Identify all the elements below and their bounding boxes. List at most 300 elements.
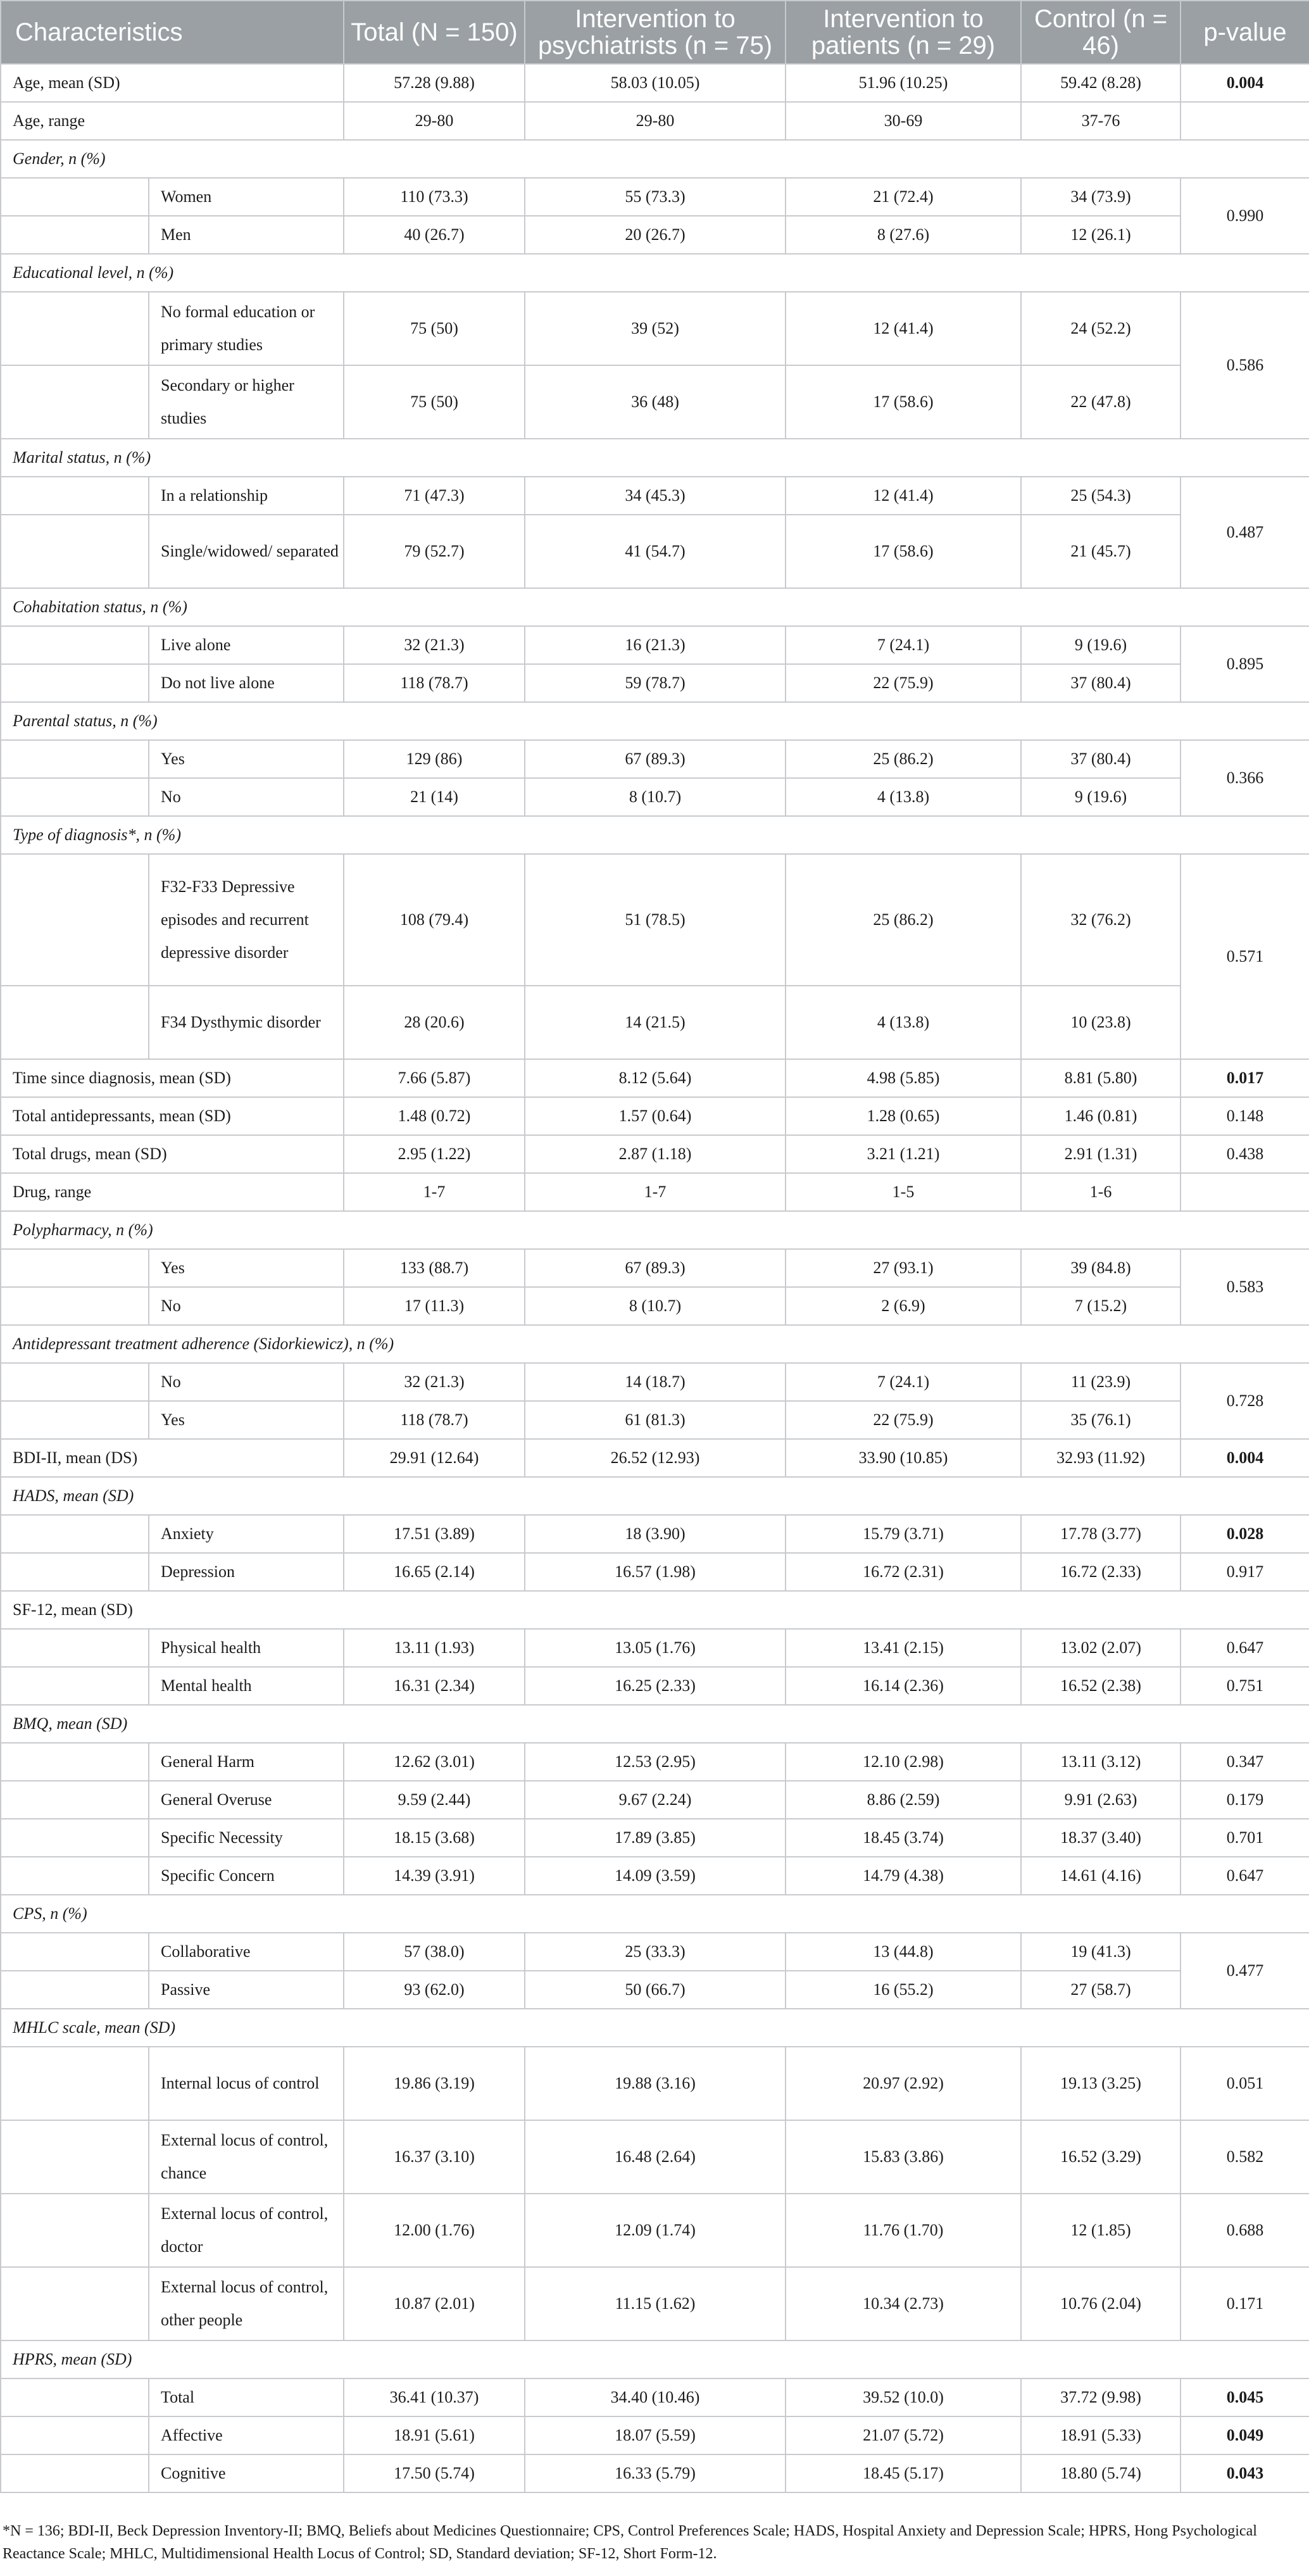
table-row — [1, 2267, 1309, 2340]
cell-total: 16.31 (2.34) — [344, 1667, 525, 1705]
cell-control: 16.72 (2.33) — [1021, 1553, 1181, 1591]
cell-control: 9 (19.6) — [1021, 778, 1181, 816]
cell-p-value — [1181, 1173, 1309, 1211]
row-label: Age, range — [1, 102, 344, 140]
table-header-row — [1, 1, 1309, 64]
indent-cell — [1, 986, 149, 1059]
section-row — [1, 1211, 1309, 1249]
indent-cell — [1, 477, 149, 515]
table-row — [1, 102, 1309, 140]
cell-intervention-patients: 14.79 (4.38) — [786, 1857, 1021, 1895]
cell-intervention-patients: 8 (27.6) — [786, 216, 1021, 254]
cell-total: 108 (79.4) — [344, 854, 525, 986]
section-label: BMQ, mean (SD) — [1, 1705, 1309, 1743]
header-control: Control (n = 46) — [1021, 1, 1181, 64]
cell-intervention-patients: 10.34 (2.73) — [786, 2267, 1021, 2340]
cell-intervention-psychiatrists: 14 (18.7) — [525, 1363, 786, 1401]
row-label: Total drugs, mean (SD) — [1, 1135, 344, 1173]
header-p-value: p-value — [1181, 1, 1309, 64]
cell-intervention-psychiatrists: 9.67 (2.24) — [525, 1781, 786, 1819]
cell-control: 25 (54.3) — [1021, 477, 1181, 515]
sub-row-label: Men — [149, 216, 344, 254]
cell-p-value: 0.179 — [1181, 1781, 1309, 1819]
cell-total: 57 (38.0) — [344, 1933, 525, 1971]
cell-control: 24 (52.2) — [1021, 292, 1181, 365]
cell-p-value: 0.366 — [1181, 740, 1309, 816]
cell-control: 7 (15.2) — [1021, 1287, 1181, 1325]
cell-control: 59.42 (8.28) — [1021, 64, 1181, 102]
indent-cell — [1, 778, 149, 816]
cell-intervention-patients: 16 (55.2) — [786, 1971, 1021, 2009]
section-row — [1, 1325, 1309, 1363]
section-label: HPRS, mean (SD) — [1, 2340, 1309, 2378]
cell-intervention-patients: 39.52 (10.0) — [786, 2378, 1021, 2416]
cell-intervention-psychiatrists: 51 (78.5) — [525, 854, 786, 986]
cell-p-value: 0.895 — [1181, 626, 1309, 702]
sub-row-label: Specific Necessity — [149, 1819, 344, 1857]
table-row — [1, 1933, 1309, 1971]
cell-intervention-psychiatrists: 1.57 (0.64) — [525, 1097, 786, 1135]
cell-total: 1-7 — [344, 1173, 525, 1211]
cell-intervention-psychiatrists: 8.12 (5.64) — [525, 1059, 786, 1097]
table-row — [1, 664, 1309, 702]
cell-control: 13.02 (2.07) — [1021, 1629, 1181, 1667]
sub-row-label: Yes — [149, 1401, 344, 1439]
cell-intervention-psychiatrists: 16.48 (2.64) — [525, 2120, 786, 2194]
cell-intervention-psychiatrists: 29-80 — [525, 102, 786, 140]
section-row — [1, 1477, 1309, 1515]
cell-total: 28 (20.6) — [344, 986, 525, 1059]
cell-control: 37 (80.4) — [1021, 740, 1181, 778]
cell-total: 18.91 (5.61) — [344, 2416, 525, 2454]
cell-control: 16.52 (3.29) — [1021, 2120, 1181, 2194]
cell-total: 71 (47.3) — [344, 477, 525, 515]
cell-p-value: 0.728 — [1181, 1363, 1309, 1439]
cell-control: 9 (19.6) — [1021, 626, 1181, 664]
cell-intervention-psychiatrists: 67 (89.3) — [525, 1249, 786, 1287]
section-label: Marital status, n (%) — [1, 439, 1309, 477]
indent-cell — [1, 292, 149, 365]
cell-intervention-psychiatrists: 18 (3.90) — [525, 1515, 786, 1553]
row-label: Drug, range — [1, 1173, 344, 1211]
sub-row-label: Specific Concern — [149, 1857, 344, 1895]
sub-row-label: External locus of control, chance — [149, 2120, 344, 2194]
section-row — [1, 2340, 1309, 2378]
indent-cell — [1, 1363, 149, 1401]
section-row — [1, 2009, 1309, 2047]
indent-cell — [1, 515, 149, 588]
cell-p-value: 0.438 — [1181, 1135, 1309, 1173]
section-label: SF-12, mean (SD) — [1, 1591, 1309, 1629]
section-row — [1, 439, 1309, 477]
table-row — [1, 1515, 1309, 1553]
cell-total: 133 (88.7) — [344, 1249, 525, 1287]
header-intervention-psychiatrists: Intervention to psychiatrists (n = 75) — [525, 1, 786, 64]
cell-control: 32 (76.2) — [1021, 854, 1181, 986]
indent-cell — [1, 1857, 149, 1895]
cell-control: 18.37 (3.40) — [1021, 1819, 1181, 1857]
cell-p-value: 0.647 — [1181, 1629, 1309, 1667]
sub-row-label: External locus of control, doctor — [149, 2194, 344, 2267]
cell-intervention-psychiatrists: 61 (81.3) — [525, 1401, 786, 1439]
cell-total: 18.15 (3.68) — [344, 1819, 525, 1857]
sub-row-label: Yes — [149, 740, 344, 778]
cell-control: 9.91 (2.63) — [1021, 1781, 1181, 1819]
cell-control: 21 (45.7) — [1021, 515, 1181, 588]
indent-cell — [1, 1971, 149, 2009]
table-row — [1, 515, 1309, 588]
indent-cell — [1, 2416, 149, 2454]
cell-total: 16.37 (3.10) — [344, 2120, 525, 2194]
row-label: BDI-II, mean (DS) — [1, 1439, 344, 1477]
cell-intervention-psychiatrists: 14.09 (3.59) — [525, 1857, 786, 1895]
cell-p-value: 0.917 — [1181, 1553, 1309, 1591]
sub-row-label: Do not live alone — [149, 664, 344, 702]
section-row — [1, 1895, 1309, 1933]
cell-control: 1.46 (0.81) — [1021, 1097, 1181, 1135]
cell-intervention-patients: 15.83 (3.86) — [786, 2120, 1021, 2194]
cell-p-value: 0.004 — [1181, 64, 1309, 102]
cell-intervention-patients: 21.07 (5.72) — [786, 2416, 1021, 2454]
indent-cell — [1, 1933, 149, 1971]
cell-total: 7.66 (5.87) — [344, 1059, 525, 1097]
cell-control: 12 (1.85) — [1021, 2194, 1181, 2267]
sub-row-label: Depression — [149, 1553, 344, 1591]
cell-intervention-patients: 25 (86.2) — [786, 854, 1021, 986]
indent-cell — [1, 2454, 149, 2492]
table-row — [1, 1173, 1309, 1211]
cell-control: 22 (47.8) — [1021, 365, 1181, 439]
cell-intervention-psychiatrists: 34 (45.3) — [525, 477, 786, 515]
cell-control: 35 (76.1) — [1021, 1401, 1181, 1439]
cell-control: 8.81 (5.80) — [1021, 1059, 1181, 1097]
section-label: Type of diagnosis*, n (%) — [1, 816, 1309, 854]
cell-intervention-patients: 33.90 (10.85) — [786, 1439, 1021, 1477]
cell-total: 14.39 (3.91) — [344, 1857, 525, 1895]
sub-row-label: Collaborative — [149, 1933, 344, 1971]
cell-intervention-psychiatrists: 16.57 (1.98) — [525, 1553, 786, 1591]
cell-intervention-patients: 17 (58.6) — [786, 515, 1021, 588]
cell-p-value: 0.990 — [1181, 178, 1309, 254]
cell-intervention-patients: 18.45 (5.17) — [786, 2454, 1021, 2492]
cell-intervention-patients: 2 (6.9) — [786, 1287, 1021, 1325]
cell-intervention-psychiatrists: 13.05 (1.76) — [525, 1629, 786, 1667]
cell-p-value: 0.688 — [1181, 2194, 1309, 2267]
sub-row-label: F34 Dysthymic disorder — [149, 986, 344, 1059]
cell-p-value — [1181, 102, 1309, 140]
indent-cell — [1, 2120, 149, 2194]
table-row — [1, 1401, 1309, 1439]
sub-row-label: Physical health — [149, 1629, 344, 1667]
indent-cell — [1, 2378, 149, 2416]
table-row — [1, 1135, 1309, 1173]
cell-intervention-psychiatrists: 19.88 (3.16) — [525, 2047, 786, 2120]
cell-intervention-patients: 1-5 — [786, 1173, 1021, 1211]
section-row — [1, 1591, 1309, 1629]
table-row — [1, 1819, 1309, 1857]
cell-p-value: 0.586 — [1181, 292, 1309, 439]
table-row — [1, 2416, 1309, 2454]
cell-intervention-patients: 1.28 (0.65) — [786, 1097, 1021, 1135]
cell-p-value: 0.051 — [1181, 2047, 1309, 2120]
cell-intervention-patients: 12 (41.4) — [786, 477, 1021, 515]
section-row — [1, 140, 1309, 178]
table-row — [1, 2454, 1309, 2492]
sub-row-label: Yes — [149, 1249, 344, 1287]
header-total: Total (N = 150) — [344, 1, 525, 64]
table-body — [1, 64, 1309, 2492]
indent-cell — [1, 1287, 149, 1325]
cell-control: 37-76 — [1021, 102, 1181, 140]
cell-intervention-psychiatrists: 1-7 — [525, 1173, 786, 1211]
cell-p-value: 0.148 — [1181, 1097, 1309, 1135]
cell-total: 19.86 (3.19) — [344, 2047, 525, 2120]
table-row — [1, 1439, 1309, 1477]
sub-row-label: Single/widowed/ separated — [149, 515, 344, 588]
cell-intervention-psychiatrists: 2.87 (1.18) — [525, 1135, 786, 1173]
cell-total: 110 (73.3) — [344, 178, 525, 216]
sub-row-label: General Overuse — [149, 1781, 344, 1819]
indent-cell — [1, 740, 149, 778]
cell-control: 39 (84.8) — [1021, 1249, 1181, 1287]
cell-intervention-patients: 15.79 (3.71) — [786, 1515, 1021, 1553]
table-row — [1, 1971, 1309, 2009]
cell-control: 10 (23.8) — [1021, 986, 1181, 1059]
cell-p-value: 0.017 — [1181, 1059, 1309, 1097]
cell-p-value: 0.647 — [1181, 1857, 1309, 1895]
cell-intervention-psychiatrists: 36 (48) — [525, 365, 786, 439]
table-row — [1, 2047, 1309, 2120]
row-label: Time since diagnosis, mean (SD) — [1, 1059, 344, 1097]
cell-intervention-patients: 21 (72.4) — [786, 178, 1021, 216]
cell-intervention-patients: 20.97 (2.92) — [786, 2047, 1021, 2120]
cell-intervention-patients: 18.45 (3.74) — [786, 1819, 1021, 1857]
indent-cell — [1, 1819, 149, 1857]
indent-cell — [1, 216, 149, 254]
cell-intervention-psychiatrists: 18.07 (5.59) — [525, 2416, 786, 2454]
indent-cell — [1, 1553, 149, 1591]
sub-row-label: Passive — [149, 1971, 344, 2009]
cell-p-value: 0.487 — [1181, 477, 1309, 588]
cell-intervention-psychiatrists: 16.33 (5.79) — [525, 2454, 786, 2492]
cell-intervention-psychiatrists: 25 (33.3) — [525, 1933, 786, 1971]
table-row — [1, 2194, 1309, 2267]
section-label: Parental status, n (%) — [1, 702, 1309, 740]
indent-cell — [1, 1781, 149, 1819]
indent-cell — [1, 1743, 149, 1781]
cell-intervention-psychiatrists: 8 (10.7) — [525, 1287, 786, 1325]
cell-control: 18.91 (5.33) — [1021, 2416, 1181, 2454]
section-row — [1, 816, 1309, 854]
cell-intervention-patients: 4 (13.8) — [786, 986, 1021, 1059]
cell-intervention-psychiatrists: 39 (52) — [525, 292, 786, 365]
cell-total: 29.91 (12.64) — [344, 1439, 525, 1477]
cell-total: 2.95 (1.22) — [344, 1135, 525, 1173]
table-row — [1, 1857, 1309, 1895]
section-label: Cohabitation status, n (%) — [1, 588, 1309, 626]
cell-total: 93 (62.0) — [344, 1971, 525, 2009]
section-row — [1, 254, 1309, 292]
row-label: Age, mean (SD) — [1, 64, 344, 102]
table-row — [1, 1249, 1309, 1287]
section-label: MHLC scale, mean (SD) — [1, 2009, 1309, 2047]
cell-p-value: 0.477 — [1181, 1933, 1309, 2009]
cell-intervention-psychiatrists: 14 (21.5) — [525, 986, 786, 1059]
section-row — [1, 1705, 1309, 1743]
cell-total: 16.65 (2.14) — [344, 1553, 525, 1591]
sub-row-label: Women — [149, 178, 344, 216]
sub-row-label: Affective — [149, 2416, 344, 2454]
cell-total: 75 (50) — [344, 292, 525, 365]
cell-intervention-patients: 27 (93.1) — [786, 1249, 1021, 1287]
cell-intervention-psychiatrists: 8 (10.7) — [525, 778, 786, 816]
table-row — [1, 1363, 1309, 1401]
indent-cell — [1, 1629, 149, 1667]
cell-intervention-psychiatrists: 11.15 (1.62) — [525, 2267, 786, 2340]
cell-p-value: 0.045 — [1181, 2378, 1309, 2416]
table-row — [1, 1097, 1309, 1135]
sub-row-label: Live alone — [149, 626, 344, 664]
cell-total: 79 (52.7) — [344, 515, 525, 588]
section-label: Educational level, n (%) — [1, 254, 1309, 292]
indent-cell — [1, 1515, 149, 1553]
table-row — [1, 64, 1309, 102]
sub-row-label: Mental health — [149, 1667, 344, 1705]
cell-total: 29-80 — [344, 102, 525, 140]
cell-control: 1-6 — [1021, 1173, 1181, 1211]
cell-control: 34 (73.9) — [1021, 178, 1181, 216]
cell-control: 16.52 (2.38) — [1021, 1667, 1181, 1705]
cell-intervention-psychiatrists: 34.40 (10.46) — [525, 2378, 786, 2416]
table-row — [1, 2378, 1309, 2416]
table-row — [1, 986, 1309, 1059]
indent-cell — [1, 2194, 149, 2267]
sub-row-label: Secondary or higher studies — [149, 365, 344, 439]
cell-intervention-patients: 22 (75.9) — [786, 664, 1021, 702]
indent-cell — [1, 2267, 149, 2340]
cell-intervention-psychiatrists: 12.53 (2.95) — [525, 1743, 786, 1781]
cell-total: 17.50 (5.74) — [344, 2454, 525, 2492]
indent-cell — [1, 2047, 149, 2120]
cell-intervention-patients: 12 (41.4) — [786, 292, 1021, 365]
cell-control: 17.78 (3.77) — [1021, 1515, 1181, 1553]
sub-row-label: F32-F33 Depressive episodes and recurrent depressive disorder — [149, 854, 344, 986]
cell-control: 19 (41.3) — [1021, 1933, 1181, 1971]
cell-total: 40 (26.7) — [344, 216, 525, 254]
table-row — [1, 626, 1309, 664]
cell-total: 32 (21.3) — [344, 1363, 525, 1401]
cell-total: 75 (50) — [344, 365, 525, 439]
cell-p-value: 0.571 — [1181, 854, 1309, 1059]
cell-intervention-patients: 4.98 (5.85) — [786, 1059, 1021, 1097]
cell-intervention-patients: 8.86 (2.59) — [786, 1781, 1021, 1819]
cell-total: 21 (14) — [344, 778, 525, 816]
table-row — [1, 854, 1309, 986]
indent-cell — [1, 1401, 149, 1439]
cell-p-value: 0.582 — [1181, 2120, 1309, 2194]
cell-total: 1.48 (0.72) — [344, 1097, 525, 1135]
cell-intervention-psychiatrists: 41 (54.7) — [525, 515, 786, 588]
cell-total: 57.28 (9.88) — [344, 64, 525, 102]
cell-intervention-psychiatrists: 16.25 (2.33) — [525, 1667, 786, 1705]
sub-row-label: Cognitive — [149, 2454, 344, 2492]
cell-total: 10.87 (2.01) — [344, 2267, 525, 2340]
cell-intervention-psychiatrists: 17.89 (3.85) — [525, 1819, 786, 1857]
table-row — [1, 1553, 1309, 1591]
cell-intervention-patients: 30-69 — [786, 102, 1021, 140]
cell-control: 10.76 (2.04) — [1021, 2267, 1181, 2340]
cell-p-value: 0.347 — [1181, 1743, 1309, 1781]
sub-row-label: External locus of control, other people — [149, 2267, 344, 2340]
cell-intervention-psychiatrists: 59 (78.7) — [525, 664, 786, 702]
cell-total: 17.51 (3.89) — [344, 1515, 525, 1553]
sub-row-label: No formal education or primary studies — [149, 292, 344, 365]
table-footnote: *N = 136; BDI-II, Beck Depression Inventory-II; BMQ, Beliefs about Medicines Questionnaire; CPS, Control Preferences Scale; HADS, Hospital Anxiety and Depression Scale; HPRS, Hong Psychological Reactance Scale; MHLC, Multidimensional Health Locus of Control; SD, Standard deviation; SF-12, Short Form-12. — [3, 2523, 1257, 2562]
cell-p-value: 0.004 — [1181, 1439, 1309, 1477]
cell-p-value: 0.701 — [1181, 1819, 1309, 1857]
cell-p-value: 0.043 — [1181, 2454, 1309, 2492]
cell-intervention-patients: 12.10 (2.98) — [786, 1743, 1021, 1781]
table-row — [1, 1781, 1309, 1819]
cell-p-value: 0.171 — [1181, 2267, 1309, 2340]
cell-control: 12 (26.1) — [1021, 216, 1181, 254]
section-label: Gender, n (%) — [1, 140, 1309, 178]
section-label: Polypharmacy, n (%) — [1, 1211, 1309, 1249]
cell-control: 37 (80.4) — [1021, 664, 1181, 702]
table-row — [1, 1287, 1309, 1325]
table-row — [1, 292, 1309, 365]
indent-cell — [1, 1249, 149, 1287]
cell-intervention-psychiatrists: 12.09 (1.74) — [525, 2194, 786, 2267]
cell-intervention-patients: 16.14 (2.36) — [786, 1667, 1021, 1705]
table-row — [1, 216, 1309, 254]
cell-control: 13.11 (3.12) — [1021, 1743, 1181, 1781]
cell-control: 14.61 (4.16) — [1021, 1857, 1181, 1895]
cell-total: 12.00 (1.76) — [344, 2194, 525, 2267]
table-row — [1, 740, 1309, 778]
sub-row-label: Total — [149, 2378, 344, 2416]
cell-control: 2.91 (1.31) — [1021, 1135, 1181, 1173]
cell-intervention-psychiatrists: 16 (21.3) — [525, 626, 786, 664]
table-row — [1, 178, 1309, 216]
table-row — [1, 778, 1309, 816]
cell-control: 27 (58.7) — [1021, 1971, 1181, 2009]
sub-row-label: No — [149, 778, 344, 816]
header-characteristics: Characteristics — [1, 1, 344, 64]
section-row — [1, 702, 1309, 740]
sub-row-label: General Harm — [149, 1743, 344, 1781]
indent-cell — [1, 365, 149, 439]
cell-total: 17 (11.3) — [344, 1287, 525, 1325]
cell-total: 32 (21.3) — [344, 626, 525, 664]
cell-intervention-patients: 13 (44.8) — [786, 1933, 1021, 1971]
table-row — [1, 2120, 1309, 2194]
cell-intervention-patients: 7 (24.1) — [786, 1363, 1021, 1401]
cell-intervention-patients: 16.72 (2.31) — [786, 1553, 1021, 1591]
cell-total: 12.62 (3.01) — [344, 1743, 525, 1781]
section-row — [1, 588, 1309, 626]
cell-intervention-psychiatrists: 58.03 (10.05) — [525, 64, 786, 102]
cell-control: 11 (23.9) — [1021, 1363, 1181, 1401]
cell-control: 18.80 (5.74) — [1021, 2454, 1181, 2492]
sub-row-label: No — [149, 1363, 344, 1401]
cell-total: 118 (78.7) — [344, 1401, 525, 1439]
cell-intervention-psychiatrists: 26.52 (12.93) — [525, 1439, 786, 1477]
sub-row-label: In a relationship — [149, 477, 344, 515]
cell-intervention-patients: 17 (58.6) — [786, 365, 1021, 439]
cell-total: 36.41 (10.37) — [344, 2378, 525, 2416]
table-row — [1, 1667, 1309, 1705]
